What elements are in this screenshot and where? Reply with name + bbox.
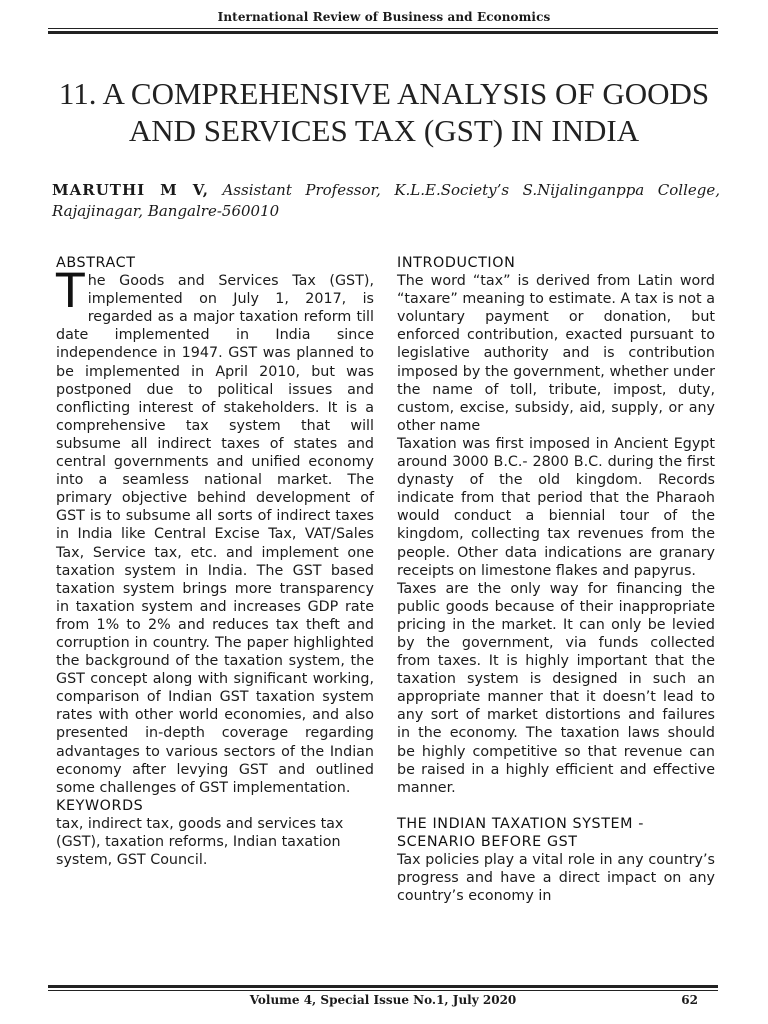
author-line (52, 180, 720, 222)
volume-info: Volume 4, Special Issue No.1, July 2020 (249, 993, 517, 1007)
abstract-dropcap: T (56, 264, 85, 320)
author-name: MARUTHI M V, (52, 181, 209, 199)
footer-rule-thin (48, 990, 718, 991)
intro-paragraph-2: Taxation was first imposed in Ancient Egypt around 3000 B.C.- 2800 B.C. during the first dynasty of the old kingdom. Records indicate from that period that the Pharaoh would conduct a biennial tour of the kingdom, collecting tax revenues from the people. Other data indications are granary receipts on limestone flakes and papyrus. (397, 435, 715, 579)
introduction-heading: INTRODUCTION (397, 255, 516, 271)
page-footer (48, 993, 718, 1013)
header-rule-thick (48, 31, 718, 34)
paper-title: 11. A COMPREHENSIVE ANALYSIS OF GOODS AND SERVICES TAX (GST) IN INDIA (58, 76, 710, 148)
keywords-heading: KEYWORDS (56, 797, 144, 814)
left-column (56, 254, 374, 869)
abstract-paragraph (56, 264, 374, 797)
section2-heading: THE INDIAN TAXATION SYSTEM - SCENARIO BEFORE GST (397, 815, 645, 850)
footer-rule-thick (48, 985, 718, 988)
intro-paragraph-3: Taxes are the only way for financing the public goods because of their inappropriate pricing in the market. It can only be levied by the government, via funds collected from taxes. It is highly important that the taxation system is designed in such an appropriate manner that it doesn’t lead to any sort of market distortions and failures in the economy. The taxation laws should be highly competitive so that revenue can be raised in a highly efficient and effective manner. (397, 580, 715, 796)
abstract-heading: ABSTRACT (56, 255, 136, 271)
journal-running-head: International Review of Business and Economics (217, 10, 551, 24)
section2-text: Tax policies play a vital role in any country’s progress and have a direct impact on any country’s economy in (397, 852, 715, 905)
page-number: 62 (681, 993, 698, 1007)
header-rule-thin (48, 28, 718, 29)
right-column (397, 254, 715, 905)
keywords-text: tax, indirect tax, goods and services tax (GST), taxation reforms, Indian taxation system, GST Council. (56, 815, 344, 869)
author-affiliation: Assistant Professor, K.L.E.Society’s S.Nijalinganppa College, Rajajinagar, Bangalre-560010 (52, 181, 720, 220)
section-gap (397, 797, 715, 815)
intro-paragraph-1: The word “tax” is derived from Latin word “taxare” meaning to estimate. A tax is not a voluntary payment or donation, but enforced contribution, exacted pursuant to legislative authority and is contribution imposed by the government, whether under the name of toll, tribute, impost, duty, custom, excise, subsidy, aid, supply, or any other name (397, 273, 715, 434)
abstract-text: he Goods and Services Tax (GST), implemented on July 1, 2017, is regarded as a major taxation reform till date implemented in India since independence in 1947. GST was planned to be implemented in April 2010, but was postponed due to political issues and conflicting interest of stakeholders. It is a comprehensive tax system that will subsume all indirect taxes of states and central governments and unified economy into a seamless national market. The primary objective behind development of GST is to subsume all sorts of indirect taxes in India like Central Excise Tax, VAT/Sales Tax, Service tax, etc. and implement one taxation system in India. The GST based taxation system brings more transparency in taxation system and increases GDP rate from 1% to 2% and reduces tax theft and corruption in country. The paper highlighted the background of the taxation system, the GST concept along with significant working, comparison of Indian GST taxation system rates with other world economies, and also presented in-depth coverage regarding advantages to various sectors of the Indian economy after levying GST and outlined some challenges of GST implementation. (56, 273, 374, 796)
